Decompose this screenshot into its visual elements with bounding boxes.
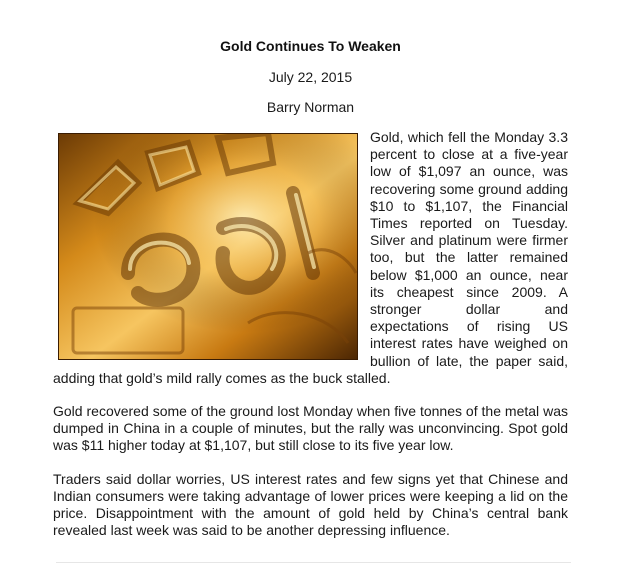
article-author: Barry Norman <box>266 99 355 115</box>
paragraph-3: Traders said dollar worries, US interest rates and few signs yet that Chinese and Indian consumers were taking advantage of lower prices were keeping a lid on the price. Disappointment with the amount of gold held by China’s central bank revealed last week was said to be another depressing influence. <box>53 470 568 539</box>
gold-bars-image <box>58 133 358 360</box>
article-date: July 22, 2015 <box>268 69 353 85</box>
paragraph-2: Gold recovered some of the ground lost Monday when five tonnes of the metal was dumped in China in a couple of minutes, but the rally was unconvincing. Spot gold was $11 higher today at $1,107, but still close to its five year low. <box>53 403 568 454</box>
article-body <box>53 129 568 555</box>
bottom-divider <box>56 562 571 563</box>
paragraph-1: Gold, which fell the Monday 3.3 percent to close at a five-year low of $1,097 an ounce, was recovering some ground adding $10 to $1,107, the Financial Times reported on Tuesday. Silver and platinum were firmer too, but the latter remained below $1,000 an ounce, near its cheapest since 2009. A stronger dollar and expectations of rising US interest rates have weighed on bullion of late, the paper said, adding that gold’s mild rally comes as the buck stalled. <box>53 129 568 386</box>
article-title: Gold Continues To Weaken <box>220 38 401 54</box>
